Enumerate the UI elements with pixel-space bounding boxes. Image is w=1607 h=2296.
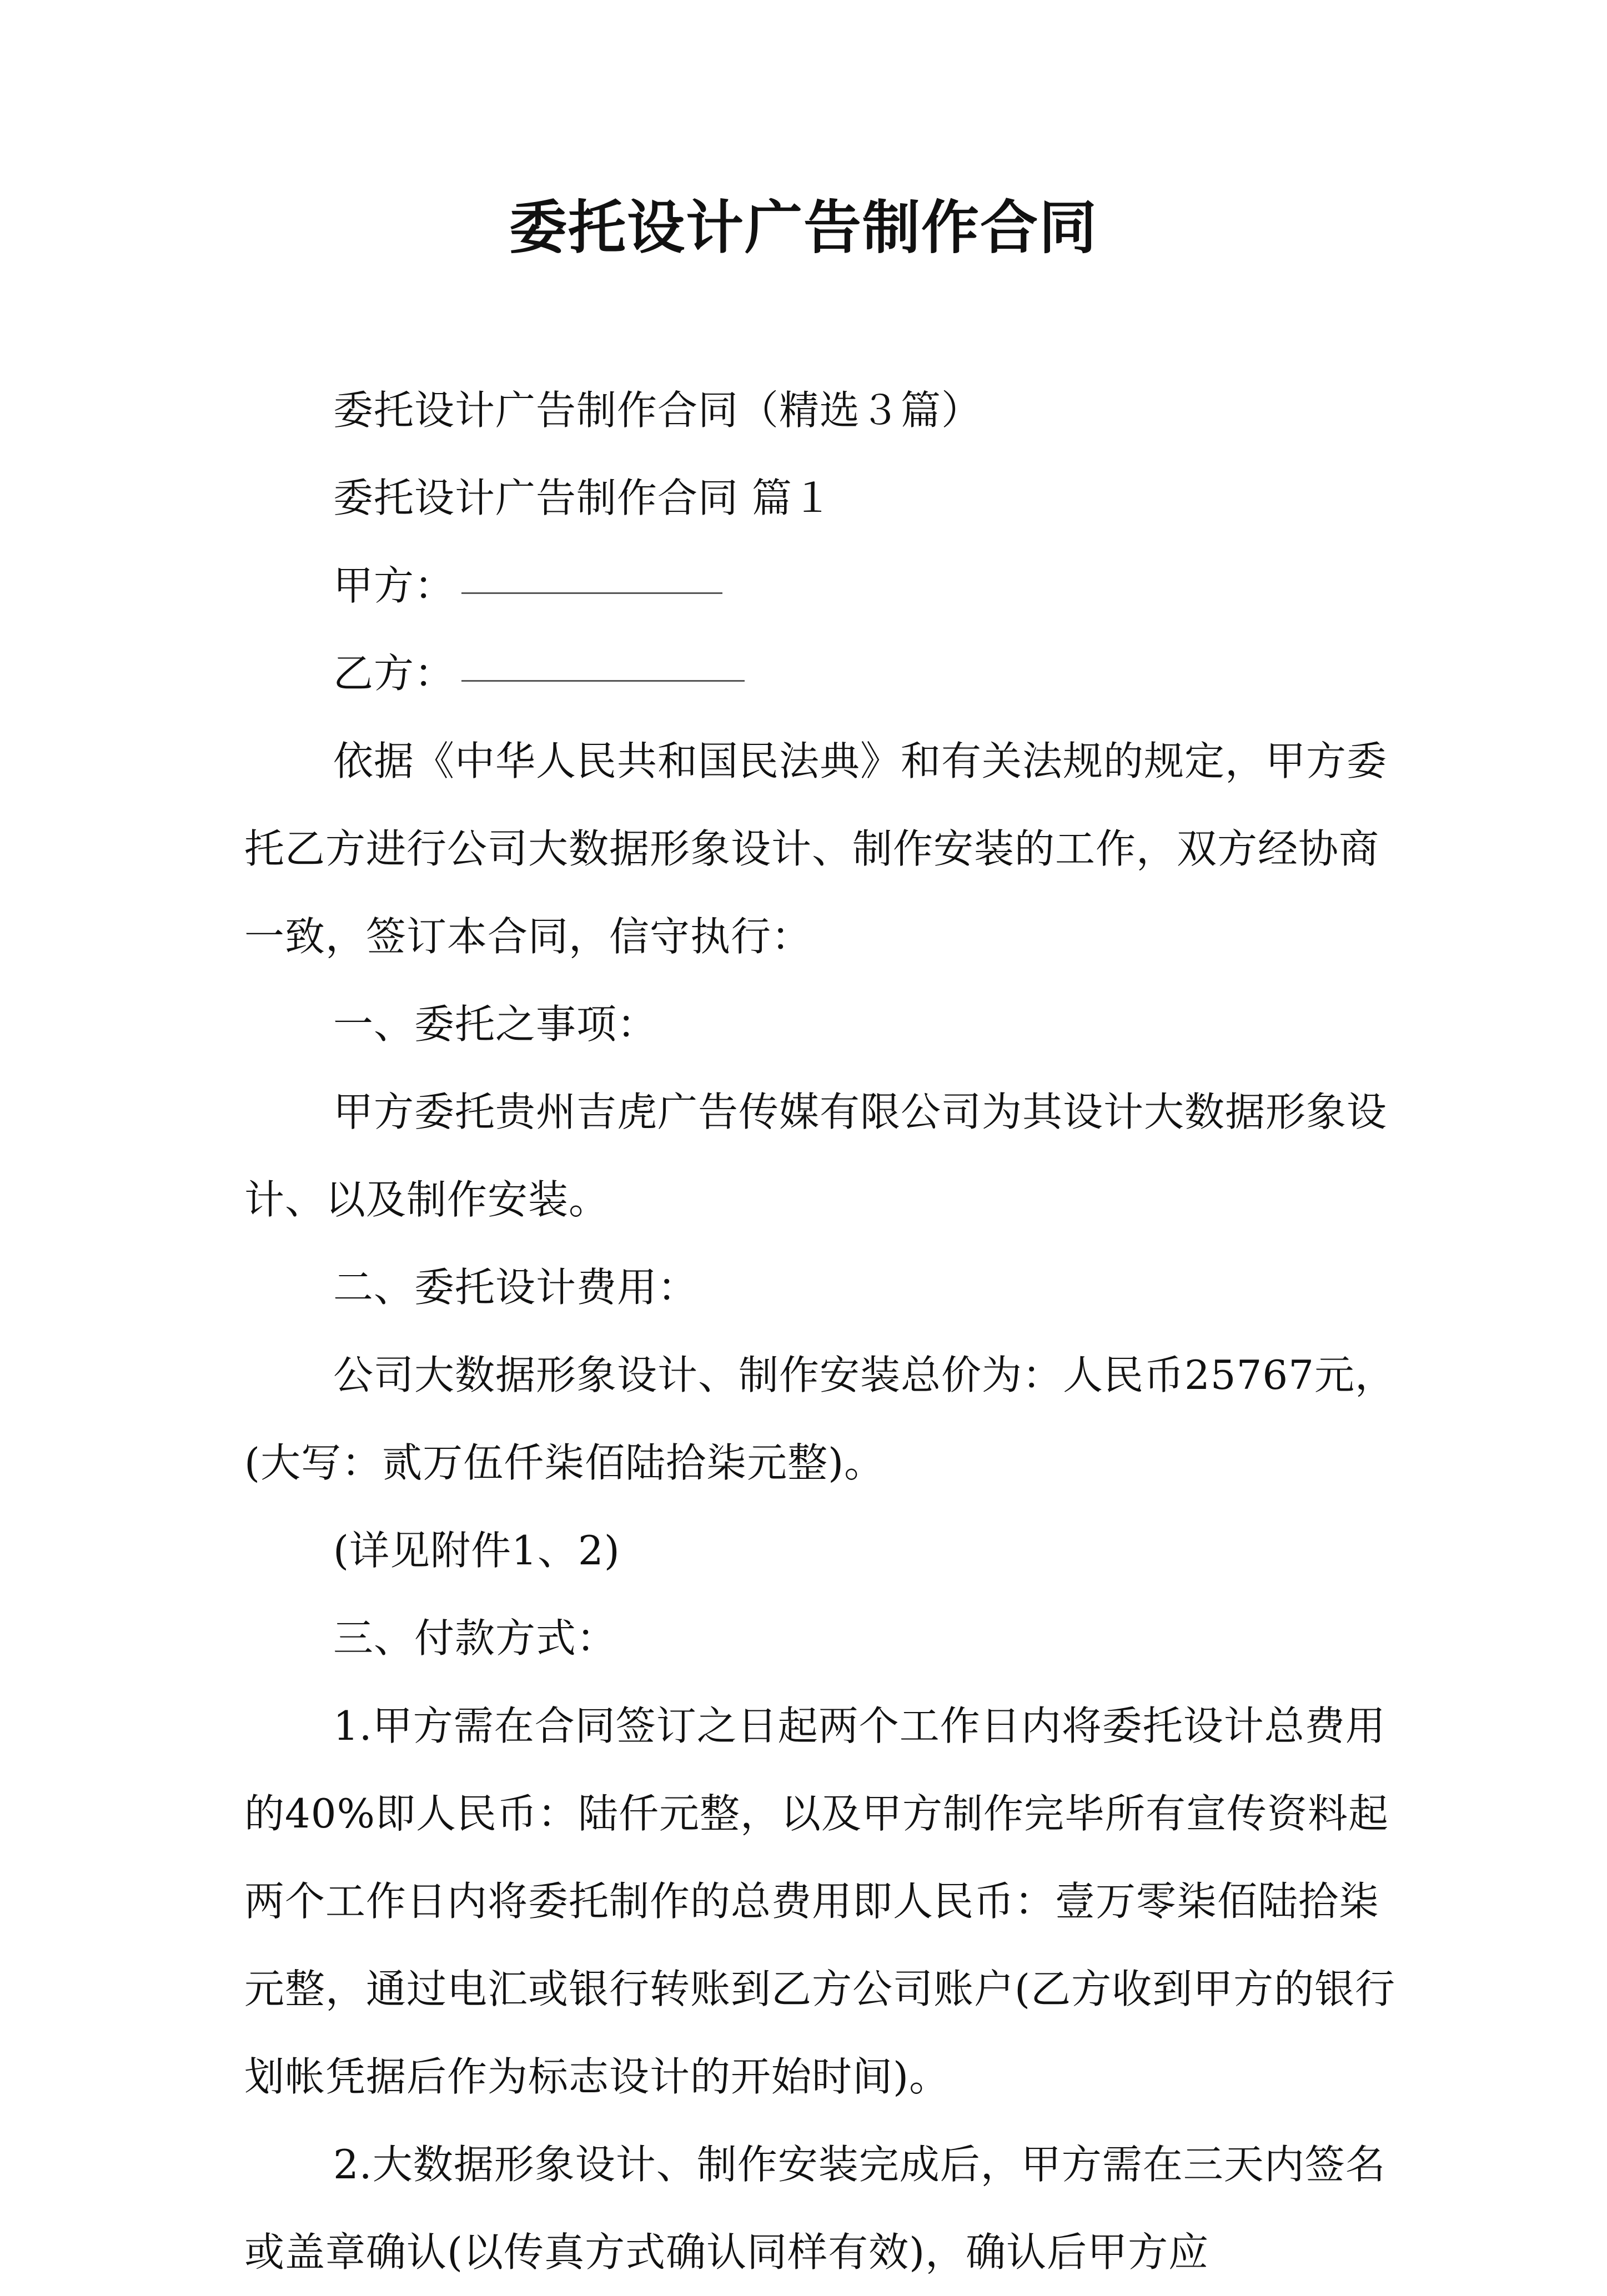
section-2-body: 公司大数据形象设计、制作安装总价为：人民币25767元，(大写：贰万伍仟柒佰陆拾柒元整)。	[244, 1352, 1396, 1486]
party-a-label: 甲方：	[333, 562, 455, 609]
part-heading: 委托设计广告制作合同 篇１	[333, 475, 833, 521]
preamble-paragraph: 依据《中华人民共和国民法典》和有关法规的规定，甲方委托乙方进行公司大数据形象设计、制作安装的工作，双方经协商一致，签订本合同，信守执行：	[244, 738, 1388, 960]
section-1-body: 甲方委托贵州吉虎广告传媒有限公司为其设计大数据形象设计、以及制作安装。	[244, 1089, 1388, 1223]
party-a-blank	[461, 581, 722, 594]
section-2-note: (详见附件1、2)	[333, 1527, 620, 1574]
party-b-label: 乙方：	[333, 650, 455, 697]
document-title: 委托设计广告制作合同	[509, 194, 1098, 261]
party-b-line	[244, 630, 1419, 717]
section-3-item-1: 1.甲方需在合同签订之日起两个工作日内将委托设计总费用的40%即人民币：陆仟元整，以及甲方制作完毕所有宣传资料起两个工作日内将委托制作的总费用即人民币：壹万零柒佰陆拾柒元整，通过电汇或银行转账到乙方公司账户(乙方收到甲方的银行划帐凭据后作为标志设计的开始时间)。	[244, 1703, 1396, 2100]
party-b-blank	[461, 669, 745, 682]
section-1-heading: 一、委托之事项：	[333, 1001, 658, 1048]
party-a-line	[244, 542, 1419, 630]
section-3-item-2: 2.大数据形象设计、制作安装完成后，甲方需在三天内签名或盖章确认(以传真方式确认同样有效)，确认后甲方应	[244, 2141, 1386, 2275]
subtitle: 委托设计广告制作合同（精选３篇）	[333, 387, 982, 434]
section-2-heading: 二、委托设计费用：	[333, 1264, 699, 1311]
document-body	[244, 366, 1419, 2296]
section-3-heading: 三、付款方式：	[333, 1615, 617, 1661]
